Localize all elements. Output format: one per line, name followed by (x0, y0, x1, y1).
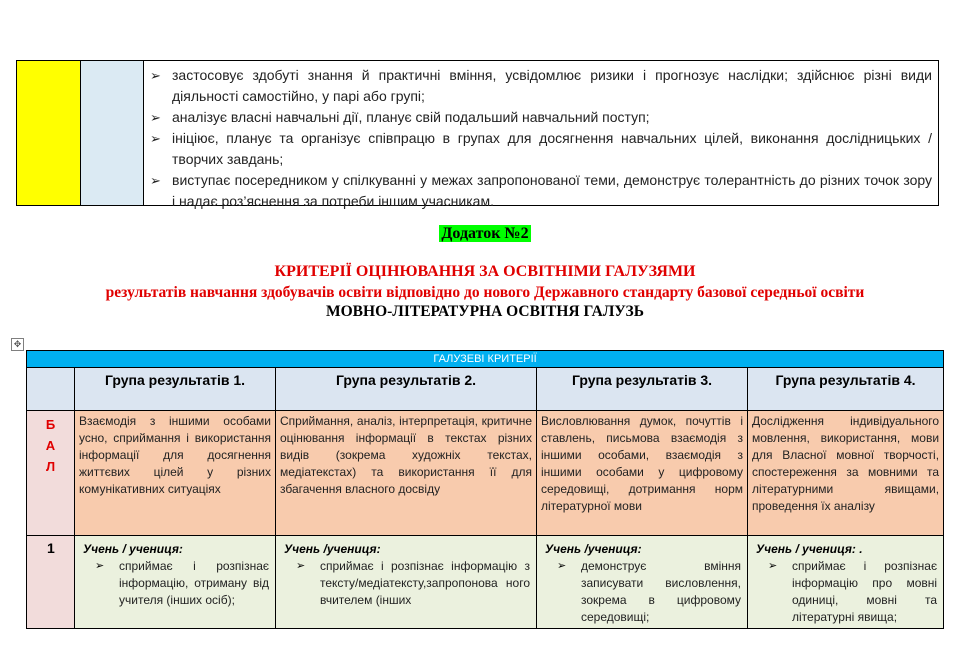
level-number: 1 (47, 540, 55, 556)
arrow-bullet-icon: ➢ (768, 560, 778, 572)
list-item (75, 556, 275, 609)
bal-letter: Б (45, 417, 56, 432)
table-header: ГАЛУЗЕВІ КРИТЕРІЇ (27, 351, 944, 368)
group-header: Група результатів 2. (276, 368, 537, 411)
list-item (748, 556, 943, 626)
arrow-bullet-icon: ➢ (150, 173, 161, 188)
arrow-bullet-icon: ➢ (557, 560, 567, 572)
student-label: Учень / учениця: . (756, 542, 863, 556)
level-text: сприймає і розпізнає інформацію, отриману від учителя (інших осіб); (119, 559, 269, 607)
arrow-bullet-icon: ➢ (150, 110, 161, 125)
arrow-bullet-icon: ➢ (150, 131, 161, 146)
light-blue-cell (81, 61, 144, 205)
arrow-bullet-icon: ➢ (150, 68, 161, 83)
group-header: Група результатів 1. (75, 368, 276, 411)
bal-letter: Л (45, 459, 56, 474)
bullet-text: ініціює, планує та організує співпрацю в групах для досягнення навчальних цілей, виконання дослідницьких / творчих завдань; (172, 130, 932, 167)
group-description: Висловлювання думок, почуттів і ставлень, письмова взаємодія з іншими особами, взаємодія з іншими особами у цифровому середовищі, дотримання норм літературної мови (541, 414, 743, 513)
list-item (150, 170, 932, 212)
group-header: Група результатів 4. (748, 368, 944, 411)
bullet-text: аналізує власні навчальні дії, планує свій подальший навчальний поступ; (172, 109, 650, 125)
list-item (150, 107, 932, 128)
bullet-text: застосовує здобуті знання й практичні вміння, усвідомлює ризики і прогнозує наслідки; здійснює різні види діяльності самостійно, у парі або групі; (172, 67, 932, 104)
level-text: сприймає і розпізнає інформацію про мовні одиниці, мовні та літературні явища; (792, 559, 938, 624)
bullet-list (144, 61, 938, 209)
list-item (150, 65, 932, 107)
bal-letter: А (45, 438, 56, 453)
field-title: МОВНО-ЛІТЕРАТУРНА ОСВІТНЯ ГАЛУЗЬ (326, 303, 644, 320)
student-label: Учень /учениця: (284, 542, 381, 556)
yellow-cell (17, 61, 81, 205)
student-label: Учень / учениця: (83, 542, 183, 556)
addendum-heading (0, 225, 970, 243)
top-table (16, 60, 939, 209)
move-handle-icon[interactable]: ✥ (11, 338, 24, 351)
page-subtitle: результатів навчання здобувачів освіти відповідно до нового Державного стандарту базової середньої освіти (105, 284, 865, 301)
level-text: демонструє вміння записувати висловлення, зокрема в цифровому середовищі; (581, 559, 741, 624)
corner-cell (27, 368, 75, 411)
group-header: Група результатів 3. (537, 368, 748, 411)
list-item (276, 556, 536, 609)
level-text: сприймає і розпізнає інформацію з тексту/медіатексту,запропонова ного вчителем (інших (320, 559, 530, 607)
arrow-bullet-icon: ➢ (296, 560, 306, 572)
list-item (150, 128, 932, 170)
page-title: КРИТЕРІЇ ОЦІНЮВАННЯ ЗА ОСВІТНІМИ ГАЛУЗЯМИ (274, 263, 696, 280)
group-description: Взаємодія з іншими особами усно, сприймання і використання інформації для досягнення життєвих цілей у різних комунікативних ситуаціях (79, 414, 271, 496)
arrow-bullet-icon: ➢ (95, 560, 105, 572)
addendum-label: Додаток №2 (441, 225, 529, 242)
bullet-text: виступає посередником у спілкуванні у межах запропонованої теми, демонструє толерантність до різних точок зору і надає роз’яснення за потреби іншим учасникам. (172, 172, 932, 209)
bal-cell (27, 411, 75, 536)
group-description: Сприймання, аналіз, інтерпретація, критичне оцінювання інформації в текстах різних видів (зокрема художніх текстах, медіатекстах) та використання її для збагачення власного досвіду (280, 414, 532, 496)
student-label: Учень /учениця: (545, 542, 642, 556)
group-description: Дослідження індивідуального мовлення, використання, мови для Власної мовної творчості, спостереження за мовними та літературними явищами, проведення їх аналізу (752, 414, 940, 513)
criteria-table (26, 350, 944, 629)
level-number-cell (27, 536, 75, 629)
list-item (537, 556, 747, 626)
